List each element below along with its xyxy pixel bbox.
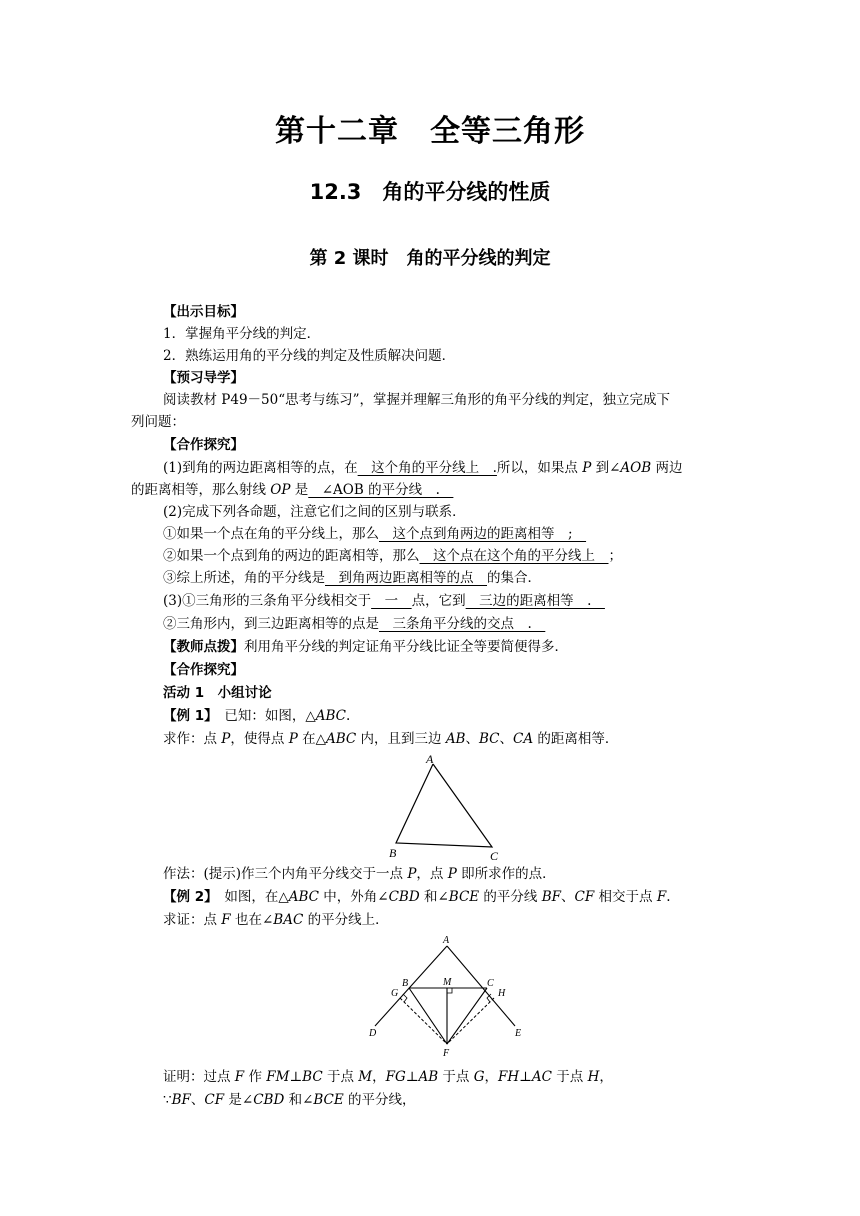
ex1-req-ab: AB (445, 731, 466, 747)
q2-i-text: ①如果一个点在角的平分线上，那么 (163, 526, 379, 542)
ex2-abc: ABC (288, 889, 319, 905)
q3-i-answer-2: 三边的距离相等 . (465, 593, 605, 609)
right-angle-m (447, 988, 452, 993)
ex1-text-a: 已知：如图，△ (210, 708, 316, 724)
q1-ray-op: OP (270, 482, 291, 498)
q2-iii-text: ③综上所述，角的平分线是 (163, 570, 325, 586)
q1-line2-a: 的距离相等，那么射线 (131, 482, 271, 498)
segment-cf (447, 988, 487, 1044)
right-angle-g (403, 994, 407, 1002)
ex1-req-sep2: 、 (499, 731, 513, 747)
label-b: B (402, 978, 409, 989)
proof-l1-c-1: 于点 (322, 1069, 359, 1085)
proof-because: ∵ (163, 1092, 172, 1108)
vertex-label-b: B (389, 846, 397, 860)
section-title: 12.3 角的平分线的性质 (309, 180, 551, 204)
ex1-triangle-abc: ABC (315, 708, 346, 724)
ex1-method-p1: P (407, 866, 417, 882)
q3-ii-text: ②三角形内，到三边距离相等的点是 (163, 616, 379, 632)
q2-i-answer: 这个点到角两边的距离相等 ; (379, 526, 587, 542)
ex1-req-a: 求作：点 (163, 731, 222, 747)
q1-angle-aob: AOB (620, 460, 652, 476)
ex2-t1: 如图，在△ (210, 889, 289, 905)
objectives-heading: 【出示目标】 (163, 304, 244, 320)
q3-i-answer-1: 一 (371, 593, 412, 609)
ex1-text-b: . (345, 708, 351, 724)
q1-text-d: 两边 (651, 460, 683, 476)
proof-l2-a: 是∠ (224, 1092, 254, 1108)
segment-hf-dashed (447, 998, 494, 1044)
proof-perp-1: ⊥ (289, 1069, 303, 1085)
segment-bf (409, 988, 447, 1044)
ex2-bf: BF (541, 889, 562, 905)
proof-sep: 、 (190, 1092, 205, 1108)
label-h: H (498, 988, 506, 999)
label-m: M (443, 977, 452, 988)
ex1-method-b: ，点 (416, 866, 448, 882)
ex2-prove-f: F (221, 912, 231, 928)
question-2-item-3 (163, 568, 541, 588)
ex2-bce: BCE (448, 889, 480, 905)
proof-comma-3: ， (599, 1069, 613, 1085)
ex1-req-bc: BC (478, 731, 500, 747)
proof-bce: BCE (313, 1092, 344, 1108)
preview-line-2: 列问题： (131, 414, 185, 430)
question-2-item-1 (163, 524, 586, 544)
ex2-prove-c: 的平分线上． (303, 912, 389, 928)
ex2-prove-a: 求证：点 (163, 912, 222, 928)
q3-ii-answer: 三条角平分线的交点 . (379, 616, 546, 632)
q2-iii-answer: 到角两边距离相等的点 (325, 570, 487, 586)
q1-answer-1: 这个角的平分线上 . (357, 460, 497, 476)
ex2-cf: CF (574, 889, 595, 905)
q1-text-a: (1)到角的两边距离相等的点，在 (163, 460, 358, 476)
proof-l1-c-2: 于点 (438, 1069, 474, 1085)
ex2-prove-b: 也在∠ (230, 912, 274, 928)
ex1-req-b: ，使得点 (230, 731, 289, 747)
question-1-line-2 (131, 480, 453, 500)
teacher-tip-heading: 【教师点拨】 (163, 639, 244, 655)
proof-perp-2: ⊥ (405, 1069, 419, 1085)
question-2-item-2 (163, 546, 622, 566)
coop-heading-2: 【合作探究】 (163, 662, 244, 678)
example-1-given (163, 706, 350, 726)
proof-l1-c-3: 于点 (551, 1069, 588, 1085)
proof-m: M (358, 1069, 373, 1085)
ex2-t6: . (666, 889, 671, 905)
q2-ii-answer: 这个点在这个角的平分线上 (419, 548, 609, 564)
q1-text-b: 所以，如果点 (496, 460, 583, 476)
label-f: F (443, 1048, 450, 1059)
q3-i-text-b: 点，它到 (411, 593, 466, 609)
triangle-abc-outline (396, 764, 492, 847)
question-3-item-2 (163, 614, 545, 634)
vertex-label-c: C (490, 849, 499, 862)
q1-point-p: P (582, 460, 592, 476)
proof-fm: FM (266, 1069, 290, 1085)
example-2-figure (360, 932, 535, 1062)
proof-cbd: CBD (253, 1092, 285, 1108)
ex1-req-ca: CA (513, 731, 534, 747)
objective-item-1: 1．掌握角平分线的判定． (163, 326, 321, 342)
ex1-req-p1: P (221, 731, 231, 747)
ex2-sep: 、 (561, 889, 575, 905)
example-2-prove (163, 910, 389, 930)
segment-gf-dashed (400, 998, 447, 1044)
proof-l2-b: 和∠ (284, 1092, 314, 1108)
label-g: G (391, 988, 399, 999)
ex1-method-p2: P (447, 866, 457, 882)
vertex-label-a: A (426, 752, 434, 766)
ex2-f: F (656, 889, 667, 905)
label-c: C (487, 978, 494, 989)
proof-l1-a: 证明：过点 (163, 1069, 235, 1085)
proof-g: G (473, 1069, 485, 1085)
chapter-title: 第十二章 全等三角形 (275, 114, 585, 149)
ex1-method-a: 作法：(提示)作三个内角平分线交于一点 (163, 866, 408, 882)
example-2-given (163, 887, 671, 907)
line-a-e (447, 946, 515, 1026)
proof-bf: BF (171, 1092, 191, 1108)
teacher-tip-text: 利用角平分线的判定证角平分线比证全等要简便得多． (244, 639, 568, 655)
preview-line-1: 阅读教材 P49－50“思考与练习”，掌握并理解三角形的角平分线的判定，独立完成下 (163, 392, 671, 408)
ex1-req-p2: P (288, 731, 298, 747)
proof-comma-2: ， (484, 1069, 499, 1085)
q2-ii-end: ； (608, 548, 622, 564)
example-2-label: 【例 2】 (163, 889, 211, 905)
proof-ac: AC (531, 1069, 552, 1085)
proof-fh: FH (498, 1069, 520, 1085)
line-a-d (375, 946, 447, 1026)
proof-comma-1: ， (372, 1069, 386, 1085)
example-1-label: 【例 1】 (163, 708, 211, 724)
preview-heading: 【预习导学】 (163, 370, 244, 386)
ex1-req-e: 的距离相等． (533, 731, 619, 747)
proof-line-2 (163, 1090, 416, 1110)
label-d: D (369, 1028, 377, 1039)
ex2-cbd: CBD (388, 889, 420, 905)
q1-text-c: 到∠ (591, 460, 621, 476)
coop-heading-1: 【合作探究】 (163, 437, 244, 453)
question-2-intro: (2)完成下列各命题，注意它们之间的区别与联系． (163, 504, 466, 520)
example-1-triangle-figure (384, 750, 514, 862)
proof-l1-b: 作 (244, 1069, 267, 1085)
ex1-req-c: 在△ (297, 731, 326, 747)
q1-answer-2: ∠AOB 的平分线 . (308, 482, 454, 498)
proof-ab: AB (418, 1069, 439, 1085)
ex2-t3: 和∠ (419, 889, 449, 905)
label-e: E (515, 1028, 522, 1039)
ex2-t4: 的平分线 (479, 889, 542, 905)
example-1-requirement (163, 729, 618, 749)
proof-line-1 (163, 1067, 613, 1087)
ex2-t2: 中，外角∠ (318, 889, 389, 905)
q2-ii-text: ②如果一个点到角的两边的距离相等，那么 (163, 548, 420, 564)
proof-perp-3: ⊥ (519, 1069, 532, 1085)
q3-i-text-a: (3)①三角形的三条角平分线相交于 (163, 593, 372, 609)
objective-item-2: 2．熟练运用角的平分线的判定及性质解决问题． (163, 348, 456, 364)
ex1-req-sep1: 、 (465, 731, 479, 747)
example-1-method (163, 864, 556, 884)
proof-fg: FG (385, 1069, 406, 1085)
teacher-tip (163, 637, 568, 657)
q1-line2-b: 是 (290, 482, 309, 498)
proof-l2-c: 的平分线， (343, 1092, 416, 1108)
proof-bc: BC (302, 1069, 323, 1085)
ex1-req-d: 内，且到三边 (356, 731, 446, 747)
label-a: A (443, 935, 450, 946)
lesson-title: 第 2 课时 角的平分线的判定 (309, 248, 551, 269)
q2-iii-end: 的集合． (487, 570, 541, 586)
ex2-prove-bac: BAC (273, 912, 304, 928)
proof-h: H (587, 1069, 600, 1085)
ex2-t5: 相交于点 (594, 889, 657, 905)
activity-title: 活动 1 小组讨论 (163, 685, 272, 701)
question-1-line-1 (163, 458, 682, 478)
ex1-method-c: 即所求作的点． (456, 866, 556, 882)
question-3-item-1 (163, 591, 605, 611)
proof-f: F (234, 1069, 245, 1085)
proof-cf: CF (204, 1092, 225, 1108)
ex1-req-abc: ABC (325, 731, 357, 747)
